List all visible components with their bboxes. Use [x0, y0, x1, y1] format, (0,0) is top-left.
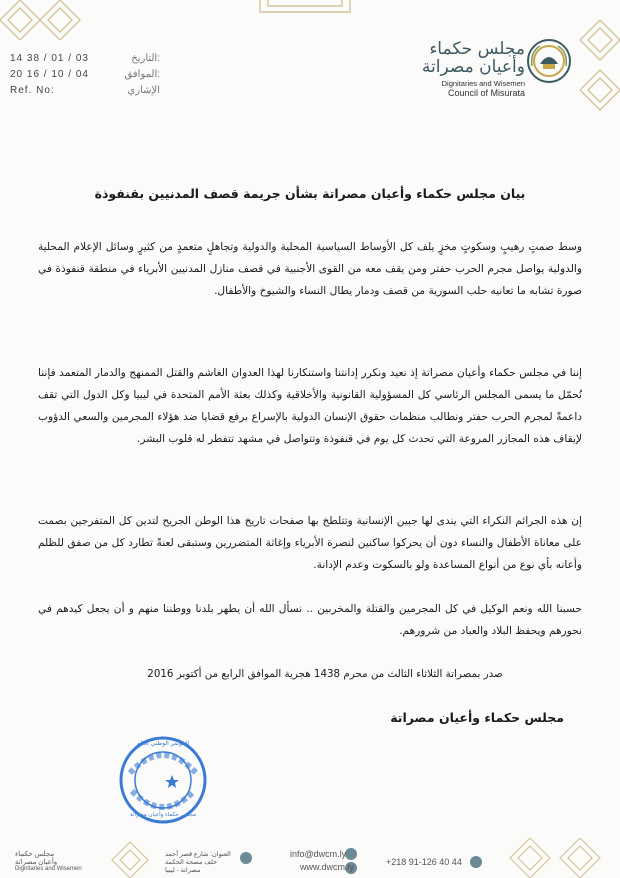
hijri-date-row: [10, 50, 160, 66]
location-icon: [240, 852, 252, 864]
footer-org-line1: مجلس حكماء: [15, 851, 55, 858]
footer-org-line2: وأعيان مصراتة: [15, 859, 58, 866]
top-right-ornament-icon: [580, 20, 620, 120]
stamp-inner-text: مجلس حكماء وأعيان مصراتة: [129, 812, 197, 818]
footer-address-line1: العنوان: شارع قصر أحمد: [165, 851, 231, 858]
footer-right-ornament-icon: [500, 838, 620, 878]
reference-block: [10, 50, 160, 98]
statement-title: بيان مجلس حكماء وأعيان مصراتة بشأن جريمة قصف المدنيين بقنفوذة: [94, 186, 526, 201]
gregorian-date-row: [10, 66, 160, 82]
paragraph-4: حسبنا الله ونعم الوكيل في كل المجرمين والقتلة والمخربين .. نسأل الله أن يطهر بلدنا ووطننا منهم و أن يجعل كيدهم في نحورهم ويحفظ البلاد والعباد من شرورهم.: [38, 603, 582, 637]
org-name-en-line2: Council of Misurata: [447, 88, 525, 98]
email-icon: [345, 848, 357, 860]
gregorian-date-label: الموافق:: [124, 68, 160, 80]
paragraph-3: إن هذه الجرائم النكراء التي يندى لها جبين الإنسانية وتتلطخ بها صفحات تاريخ هذا الوطن الجريح لتدين كل المتفرجين بصمت على معاناة الأطفال والنساء دون أن يحركوا ساكنين لنصرة الأبرياء وإغاثة المتضررين وستبقى لعنةً تطارد كل من صفق للظلم وأعانه بأي نوع من أنواع المساعدة ولو بالسكوت وعدم الإدانة.: [38, 515, 582, 571]
reference-number-row: [10, 82, 160, 98]
top-left-ornament-icon: [0, 0, 90, 40]
signature-org-name: مجلس حكماء وأعيان مصراتة: [390, 710, 564, 725]
footer-website[interactable]: www.dwcm.ly: [300, 862, 355, 872]
footer-phone: +218 91-126 40 44: [386, 857, 462, 867]
stamp-outer-text: المؤتمر الوطني العام: [136, 740, 190, 747]
issue-dateline: صدر بمصراتة الثلاثاء الثالث من محرم 1438 هجرية الموافق الرابع من أكتوبر 2016: [147, 668, 503, 680]
footer-address-line3: مصراتة - ليبيا: [165, 867, 201, 874]
hijri-date-label: التاريخ:: [131, 52, 160, 64]
gregorian-date-value: 20 16 / 10 / 04: [10, 68, 89, 80]
hijri-date-value: 14 38 / 01 / 03: [10, 52, 89, 64]
org-name-ar-line2: وأعيان مصراتة: [421, 57, 525, 77]
reference-label-ar: الإشاري: [127, 84, 160, 96]
organization-name-block: [422, 40, 525, 98]
footer-org-line3: Dignitaries and Wisemen: [15, 866, 82, 872]
council-emblem-icon: [526, 38, 572, 84]
reference-label-en: Ref. No:: [10, 84, 55, 96]
phone-icon: [470, 856, 482, 868]
org-name-ar-line1: مجلس حكماء: [429, 39, 525, 59]
footer-address-line2: خلف مصحة الحكمة: [165, 859, 218, 866]
org-name-en-line1: Dignitaries and Wisemen: [441, 79, 525, 88]
paragraph-2: إننا في مجلس حكماء وأعيان مصراتة إذ نعيد ونكرر إدانتنا واستنكارنا لهذا العدوان الغاشم والقتل الممنهج والدمار المتعمد فإننا نُحمّل ما يسمى المجلس الرئاسي كل المسؤولية القانونية والأخلاقية وكذلك بعثة الأمم المتحدة في ليبيا وكل الدول التي تقف داعمةً لمجرم الحرب حفتر ونطالب منظمات حقوق الإنسان الدولية بالإسراع برفع قضايا ضد هؤلاء المجرمين والسعي الدؤوب لإيقاف هذه المجازر المروعة التي تحدث كل يوم في قنفوذة وتتواصل في مشهد تتفطر له قلوب البشر.: [38, 367, 582, 445]
top-center-ornament-icon: [250, 0, 360, 22]
footer-left-ornament-icon: [100, 842, 160, 878]
paragraph-1: وسط صمتٍ رهيبٍ وسكوتٍ مخزٍ يلف كل الأوساط السياسية المحلية والدولية وتجاهلٍ متعمدٍ من كثيرٍ وسائل الإعلام المحلية والدولية يواصل مجرم الحرب حفتر ومن يقف معه من القوى الأجنبية في قصف منازل المدنيين الأبرياء في منطقة قنفوذة في صورة تشابه ما تعانيه حلب السورية من قصف ودمار يطال النساء والشيوخ والأطفال.: [38, 241, 582, 297]
footer-email[interactable]: info@dwcm.ly: [290, 849, 347, 859]
